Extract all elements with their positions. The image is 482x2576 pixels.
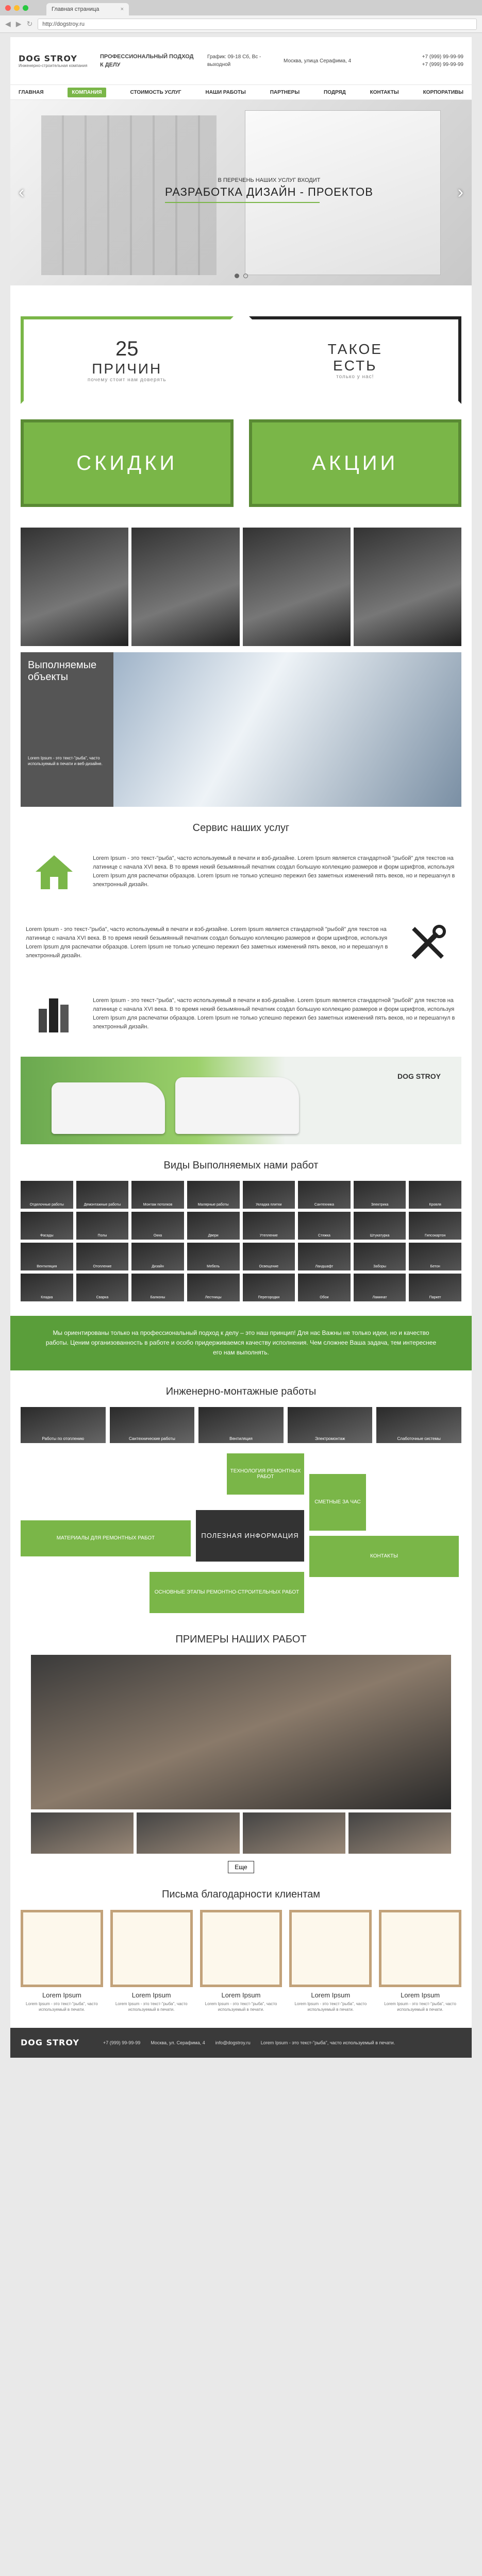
example-thumb[interactable] <box>31 1812 134 1854</box>
vans-banner <box>21 1057 461 1144</box>
examples-title: ПРИМЕРЫ НАШИХ РАБОТ <box>175 1633 307 1645</box>
header-slogan: ПРОФЕССИОНАЛЬНЫЙ ПОДХОД К ДЕЛУ <box>100 53 194 68</box>
slider-caption-small: В ПЕРЕЧЕНЬ НАШИХ УСЛУГ ВХОДИТ <box>218 177 321 183</box>
work-item[interactable]: Электрика <box>354 1181 406 1209</box>
letter-item[interactable] <box>21 1910 103 2012</box>
address-bar <box>0 15 482 33</box>
letter-image <box>21 1910 103 1987</box>
work-item[interactable]: Фасады <box>21 1212 73 1240</box>
work-item[interactable]: Дизайн <box>131 1243 184 1270</box>
work-item[interactable]: Мебель <box>187 1243 240 1270</box>
tab-title: Главная страница <box>52 6 99 12</box>
slider-dots <box>10 274 472 278</box>
tile-contacts[interactable]: КОНТАКТЫ <box>309 1536 459 1577</box>
work-item[interactable]: Сварка <box>76 1274 129 1301</box>
van-image <box>52 1082 165 1134</box>
work-item[interactable]: Стяжка <box>298 1212 351 1240</box>
hero-slider <box>10 100 472 285</box>
info-tiles <box>21 1453 461 1618</box>
work-item[interactable]: Отделочные работы <box>21 1181 73 1209</box>
slider-caption-underline <box>165 202 320 203</box>
reasons-word: ПРИЧИН <box>92 361 162 377</box>
tile-estimates[interactable]: СМЕТНЫЕ ЗА ЧАС <box>309 1474 366 1531</box>
work-item[interactable]: Демонтажные работы <box>76 1181 129 1209</box>
example-main-photo[interactable] <box>31 1655 451 1809</box>
site-header <box>10 37 472 84</box>
letter-item[interactable] <box>289 1910 372 2012</box>
minimize-window-icon[interactable] <box>14 5 20 11</box>
letters-grid <box>10 1910 472 2012</box>
photo-strip <box>10 528 472 646</box>
letter-desc: Lorem Ipsum - это текст-"рыба", часто используемый в печати. <box>294 2001 367 2012</box>
example-thumb[interactable] <box>137 1812 239 1854</box>
letter-desc: Lorem Ipsum - это текст-"рыба", часто используемый в печати. <box>384 2001 456 2012</box>
projects-block <box>21 652 461 807</box>
work-item[interactable]: Лестницы <box>187 1274 240 1301</box>
back-icon[interactable]: ◀ <box>5 20 11 28</box>
exclusive-hint: только у нас! <box>336 374 374 380</box>
gallery-photo[interactable] <box>243 528 351 646</box>
projects-title: Выполняемые объекты <box>28 659 97 683</box>
work-item[interactable]: Перегородки <box>243 1274 295 1301</box>
letter-caption: Lorem Ipsum <box>221 1991 261 1999</box>
work-item[interactable]: Паркет <box>409 1274 461 1301</box>
letter-image <box>289 1910 372 1987</box>
slider-caption <box>165 177 373 203</box>
reasons-hint: почему стоит нам доверять <box>87 377 167 383</box>
logo-subtitle: Инженерно-строительная компания <box>19 63 88 68</box>
letter-image <box>379 1910 461 1987</box>
gallery-photo[interactable] <box>131 528 239 646</box>
work-item[interactable]: Заборы <box>354 1243 406 1270</box>
projects-photo[interactable] <box>113 652 461 807</box>
letter-caption: Lorem Ipsum <box>131 1991 171 1999</box>
tile-stages[interactable]: ОСНОВНЫЕ ЭТАПЫ РЕМОНТНО-СТРОИТЕЛЬНЫХ РАБОТ <box>149 1572 304 1613</box>
nav-item-corporate[interactable]: КОРПОРАТИВЫ <box>423 89 463 95</box>
work-item[interactable]: Ламинат <box>354 1274 406 1301</box>
work-item[interactable]: Ландшафт <box>298 1243 351 1270</box>
slider-caption-big: РАЗРАБОТКА ДИЗАЙН - ПРОЕКТОВ <box>165 185 373 198</box>
services-title: Сервис наших услуг <box>192 822 290 834</box>
letter-image <box>200 1910 282 1987</box>
projects-panel <box>21 652 113 807</box>
browser-window <box>0 0 482 33</box>
tile-useful-info[interactable]: ПОЛЕЗНАЯ ИНФОРМАЦИЯ <box>196 1510 304 1562</box>
maximize-window-icon[interactable] <box>23 5 28 11</box>
service-row <box>10 843 472 900</box>
url-input[interactable]: http://dogstroy.ru <box>38 19 477 30</box>
letter-desc: Lorem Ipsum - это текст-"рыба", часто используемый в печати. <box>115 2001 188 2012</box>
footer-phones[interactable]: +7 (999) 99-99-99 <box>103 2040 141 2045</box>
footer-logo-text: DOG STROY <box>21 2037 79 2047</box>
header-phone-1[interactable]: +7 (999) 99-99-99 <box>422 54 463 60</box>
nav-item-partners[interactable]: ПАРТНЕРЫ <box>270 89 300 95</box>
engineering-item[interactable]: Работы по отоплению <box>21 1407 106 1443</box>
engineering-item[interactable]: Сантехнические работы <box>110 1407 195 1443</box>
nav-item-works[interactable]: НАШИ РАБОТЫ <box>205 89 246 95</box>
header-phones <box>422 53 463 69</box>
work-item[interactable]: Кровля <box>409 1181 461 1209</box>
engineering-item[interactable]: Вентиляция <box>198 1407 284 1443</box>
nav-item-contract[interactable]: ПОДРЯД <box>324 89 346 95</box>
work-item[interactable]: Укладка плитки <box>243 1181 295 1209</box>
more-button[interactable]: Еще <box>228 1861 254 1873</box>
principles-band: Мы ориентированы только на профессиональный подход к делу – это наш принцип! Для нас Важны не только идеи, но и качество работы. Ценим организованность в работе и особо придерживаемся качеству исполнения. Чем сложнее Ваша задача, тем интереснее его нам выполнять. <box>10 1316 472 1370</box>
footer-address: Москва, ул. Серафима, 4 <box>151 2040 205 2045</box>
work-item[interactable]: Двери <box>187 1212 240 1240</box>
van-image <box>175 1077 299 1134</box>
header-phone-2[interactable]: +7 (999) 99-99-99 <box>422 62 463 67</box>
letter-desc: Lorem Ipsum - это текст-"рыба", часто используемый в печати. <box>205 2001 277 2012</box>
works-title: Виды Выполняемых нами работ <box>163 1160 319 1171</box>
reasons-box[interactable] <box>21 316 234 404</box>
slider-dot[interactable] <box>243 274 248 278</box>
tools-icon <box>400 914 456 971</box>
service-text: Lorem Ipsum - это текст-"рыба", часто используемый в печати и вэб-дизайне. Lorem Ipsum является стандартной "рыбой" для текстов на латинице с начала XVI века. В то время некий безымянный печатник создал большую коллекцию размеров и форм шрифтов, используя Lorem Ipsum для распечатки образцов. Lorem Ipsum не только успешно пережил без заметных изменений пять веков, но и перешагнул в электронный дизайн. <box>93 997 455 1030</box>
work-item[interactable]: Утепление <box>243 1212 295 1240</box>
tab-bar <box>0 0 482 15</box>
reload-icon[interactable]: ↻ <box>26 20 33 28</box>
example-thumb[interactable] <box>348 1812 451 1854</box>
work-item[interactable]: Малярные работы <box>187 1181 240 1209</box>
service-row <box>10 914 472 971</box>
browser-tab[interactable] <box>46 3 129 15</box>
projects-desc: Lorem Ipsum - это текст-"рыба", часто используемый в печати и веб-дизайне. <box>28 756 103 767</box>
discounts-button[interactable]: СКИДКИ <box>21 419 234 507</box>
slider-next-icon[interactable]: › <box>457 182 463 202</box>
gallery-photo[interactable] <box>21 528 128 646</box>
engineering-item[interactable]: Электромонтаж <box>288 1407 373 1443</box>
work-item[interactable]: Гипсокартон <box>409 1212 461 1240</box>
examples-gallery <box>10 1655 472 1873</box>
letter-caption: Lorem Ipsum <box>311 1991 351 1999</box>
site-logo[interactable] <box>19 54 91 68</box>
close-tab-icon[interactable]: × <box>120 6 124 12</box>
work-item[interactable]: Обои <box>298 1274 351 1301</box>
footer-logo[interactable] <box>21 2036 93 2049</box>
slider-dot[interactable] <box>235 274 239 278</box>
house-icon <box>26 843 82 900</box>
work-item[interactable]: Сантехника <box>298 1181 351 1209</box>
banner-brand: DOG STROY <box>397 1072 441 1080</box>
header-hours: График: 09-18 Сб, Вс - выходной <box>207 54 261 67</box>
exclusive-word-1: ТАКОЕ <box>327 341 383 357</box>
engineering-title: Инженерно-монтажные работы <box>165 1385 317 1397</box>
engineering-item[interactable]: Слаботочные системы <box>376 1407 461 1443</box>
site-footer <box>10 2028 472 2058</box>
gallery-photo[interactable] <box>354 528 461 646</box>
web-page <box>10 37 472 2058</box>
work-item[interactable]: Окна <box>131 1212 184 1240</box>
work-item[interactable]: Освещение <box>243 1243 295 1270</box>
letter-image <box>110 1910 193 1987</box>
close-window-icon[interactable] <box>5 5 11 11</box>
buildings-icon <box>26 986 82 1042</box>
letter-caption: Lorem Ipsum <box>401 1991 440 1999</box>
window-controls <box>5 5 28 11</box>
letters-title: Письма благодарности клиентам <box>161 1888 321 1900</box>
nav-item-company[interactable]: КОМПАНИЯ <box>68 88 106 97</box>
logo-text: DOG STROY <box>19 54 77 63</box>
letter-item[interactable] <box>110 1910 193 2012</box>
service-text: Lorem Ipsum - это текст-"рыба", часто используемый в печати и вэб-дизайне. Lorem Ipsum является стандартной "рыбой" для текстов на латинице с начала XVI века. В то время некий безымянный печатник создал большую коллекцию размеров и форм шрифтов, используя Lorem Ipsum для распечатки образцов. Lorem Ipsum не только успешно пережил без заметных изменений пять веков, но и перешагнул в электронный дизайн. <box>93 855 455 888</box>
slider-prev-icon[interactable]: ‹ <box>19 182 25 202</box>
tile-technology[interactable]: ТЕХНОЛОГИЯ РЕМОНТНЫХ РАБОТ <box>227 1453 304 1495</box>
engineering-grid <box>10 1407 472 1443</box>
reasons-number: 25 <box>115 337 139 360</box>
service-text: Lorem Ipsum - это текст-"рыба", часто используемый в печати и вэб-дизайне. Lorem Ipsum является стандартной "рыбой" для текстов на латинице с начала XVI века. В то время некий безымянный печатник создал большую коллекцию размеров и форм шрифтов, используя Lorem Ipsum для распечатки образцов. Lorem Ipsum не только успешно пережил без заметных изменений пять веков, но и перешагнул в электронный дизайн. <box>26 926 388 959</box>
exclusive-box[interactable] <box>249 316 462 404</box>
letter-caption: Lorem Ipsum <box>42 1991 81 1999</box>
letter-item[interactable] <box>379 1910 461 2012</box>
works-grid <box>10 1181 472 1301</box>
promo-section <box>10 285 472 528</box>
tile-materials[interactable]: МАТЕРИАЛЫ ДЛЯ РЕМОНТНЫХ РАБОТ <box>21 1520 191 1556</box>
work-item[interactable]: Балконы <box>131 1274 184 1301</box>
nav-item-prices[interactable]: СТОИМОСТЬ УСЛУГ <box>130 89 181 95</box>
actions-button[interactable]: АКЦИИ <box>249 419 462 507</box>
example-thumb[interactable] <box>243 1812 345 1854</box>
footer-copy: Lorem Ipsum - это текст-"рыба", часто используемый в печати. <box>260 2040 395 2045</box>
forward-icon[interactable]: ▶ <box>15 20 22 28</box>
nav-item-home[interactable]: ГЛАВНАЯ <box>19 89 44 95</box>
footer-email[interactable]: info@dogstroy.ru <box>215 2040 251 2045</box>
work-item[interactable]: Полы <box>76 1212 129 1240</box>
work-item[interactable]: Кладка <box>21 1274 73 1301</box>
example-thumbnails <box>31 1812 451 1854</box>
letter-desc: Lorem Ipsum - это текст-"рыба", часто используемый в печати. <box>26 2001 98 2012</box>
work-item[interactable]: Отопление <box>76 1243 129 1270</box>
work-item[interactable]: Монтаж потолков <box>131 1181 184 1209</box>
main-nav <box>10 84 472 100</box>
header-address: Москва, улица Серафима, 4 <box>284 58 352 64</box>
nav-item-contacts[interactable]: КОНТАКТЫ <box>370 89 399 95</box>
exclusive-word-2: ЕСТЬ <box>333 357 377 374</box>
letter-item[interactable] <box>200 1910 282 2012</box>
work-item[interactable]: Вентиляция <box>21 1243 73 1270</box>
service-row <box>10 986 472 1042</box>
work-item[interactable]: Штукатурка <box>354 1212 406 1240</box>
work-item[interactable]: Бетон <box>409 1243 461 1270</box>
